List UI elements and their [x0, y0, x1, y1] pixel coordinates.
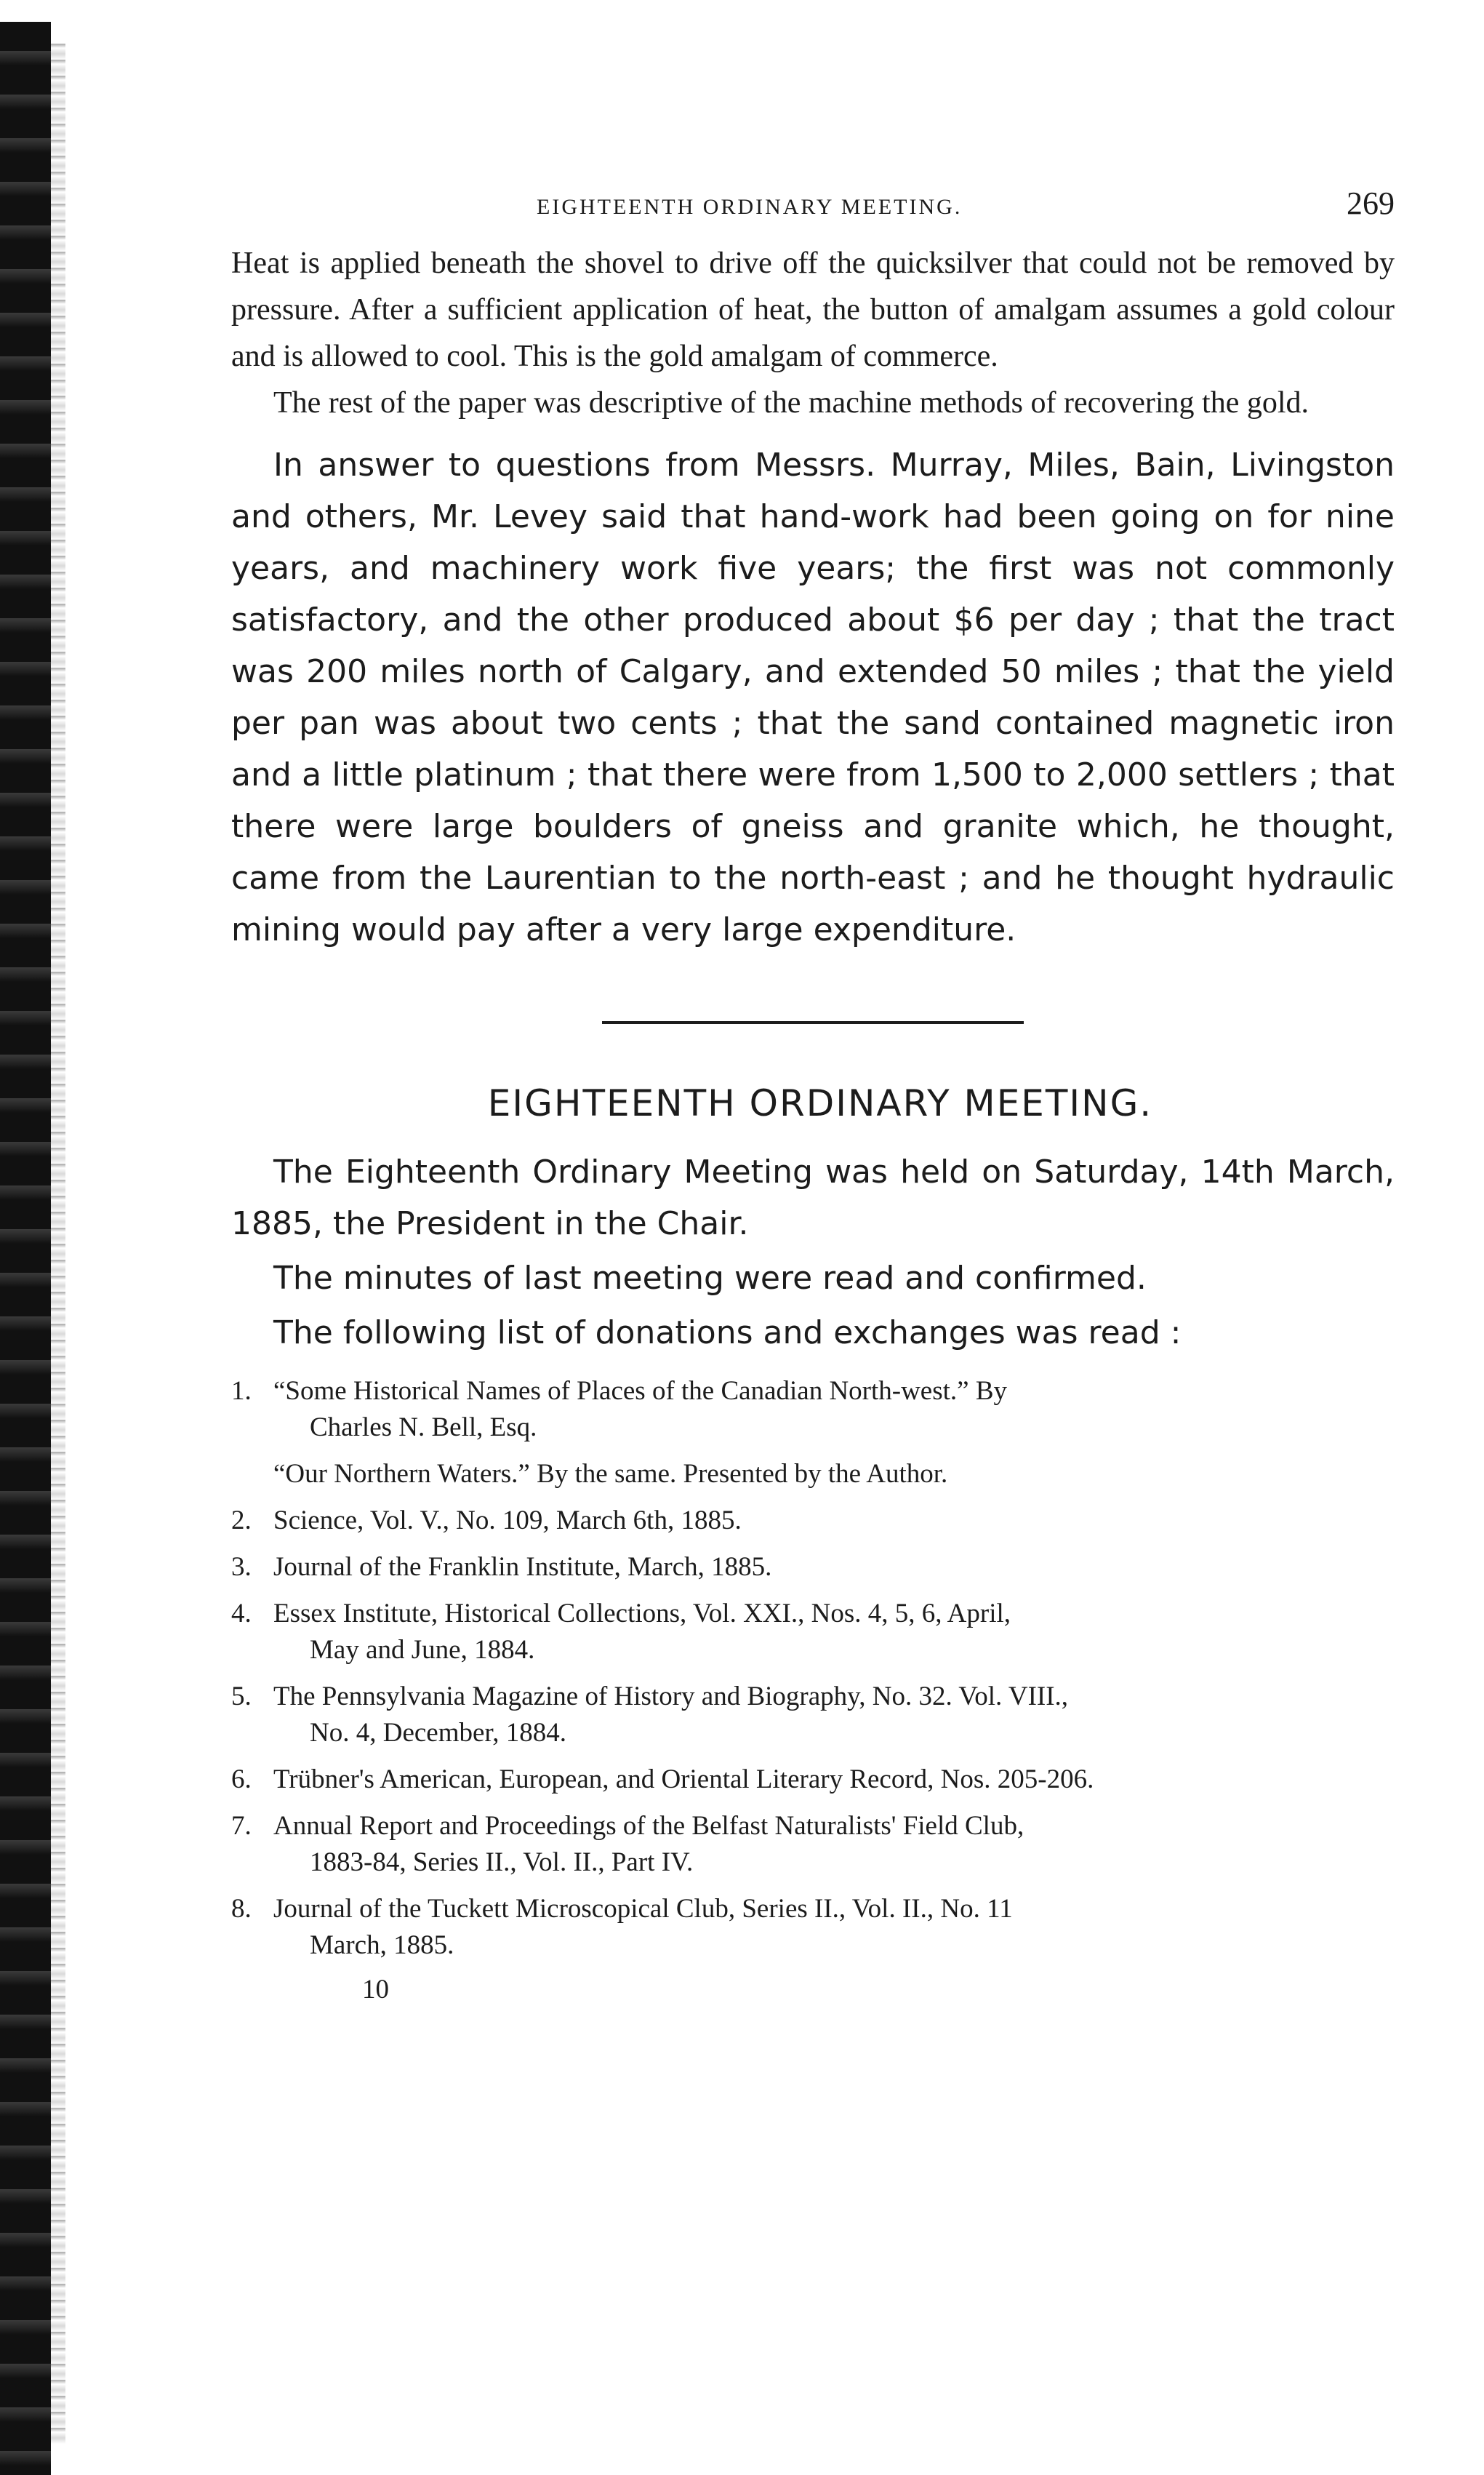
item-number: 1. [231, 1376, 252, 1406]
paragraph-heat: Heat is applied beneath the shovel to drive off the quicksilver that could not be removed by pressure. After a sufficient application of heat, the button of amalgam assumes a gold colour and is allowed to cool. This is the gold amalgam of commerce. [231, 247, 1395, 373]
donations-intro: The following list of donations and exchanges was read : [273, 1314, 1182, 1351]
item-continuation: March, 1885. [310, 1930, 454, 1960]
section-divider [602, 1021, 1024, 1024]
minutes-statement: The minutes of last meeting were read and confirmed. [273, 1260, 1147, 1297]
list-item [231, 1808, 1395, 1881]
item-text: Trübner's American, European, and Oriental Literary Record, Nos. 205-206. [273, 1764, 1094, 1794]
book-spine-shadow [0, 22, 51, 2475]
list-item [231, 1549, 1395, 1586]
list-item [231, 1373, 1395, 1446]
item-continuation: 1883-84, Series II., Vol. II., Part IV. [310, 1847, 694, 1877]
item-text: “Our Northern Waters.” By the same. Presented by the Author. [273, 1459, 948, 1489]
item-text: Journal of the Tuckett Microscopical Club, Series II., Vol. II., No. 11 [273, 1894, 1013, 1924]
book-page [231, 182, 1395, 2005]
section-title: EIGHTEENTH ORDINARY MEETING. [487, 1082, 1153, 1124]
list-item [231, 1891, 1395, 1964]
item-number: 4. [231, 1599, 252, 1628]
item-continuation: May and June, 1884. [310, 1635, 535, 1665]
item-number: 7. [231, 1811, 252, 1841]
paragraph-discussion: In answer to questions from Messrs. Murray, Miles, Bain, Livingston and others, Mr. Levey said that hand-work had been going on for nine years, and machinery work five years; the first was not commonly satisfactory, and the other produced about $6 per day ; that the tract was 200 miles north of Calgary, and extended 50 miles ; that the yield per pan was about two cents ; that the sand contained magnetic iron and a little platinum ; that there were from 1,500 to 2,000 settlers ; that there were large boulders of gneiss and granite which, he thought, came from the Laurentian to the north-east ; and he thought hydraulic mining would pay after a very large expenditure. [231, 447, 1395, 948]
signature-mark: 10 [362, 1975, 389, 2004]
paragraph-machine-methods: The rest of the paper was descriptive of the machine methods of recovering the gold. [273, 386, 1309, 420]
item-text: “Some Historical Names of Places of the Canadian North-west.” By [273, 1376, 1008, 1406]
donations-list [231, 1373, 1395, 1964]
item-number: 5. [231, 1682, 252, 1711]
item-number: 6. [231, 1764, 252, 1794]
item-number: 8. [231, 1894, 252, 1924]
running-head [231, 182, 1395, 240]
item-continuation: No. 4, December, 1884. [310, 1718, 566, 1748]
list-item [231, 1503, 1395, 1539]
meeting-intro: The Eighteenth Ordinary Meeting was held on Saturday, 14th March, 1885, the President in the Chair. [231, 1153, 1395, 1242]
list-item [231, 1596, 1395, 1668]
list-item [231, 1762, 1395, 1798]
running-title: EIGHTEENTH ORDINARY MEETING. [537, 195, 963, 219]
item-text: The Pennsylvania Magazine of History and Biography, No. 32. Vol. VIII., [273, 1682, 1069, 1711]
page-number: 269 [1347, 185, 1395, 221]
item-text: Journal of the Franklin Institute, March, 1885. [273, 1552, 772, 1582]
item-text: Science, Vol. V., No. 109, March 6th, 1885. [273, 1506, 742, 1535]
item-number: 2. [231, 1506, 252, 1535]
list-item [231, 1679, 1395, 1751]
list-item [231, 1456, 1395, 1492]
item-text: Essex Institute, Historical Collections, Vol. XXI., Nos. 4, 5, 6, April, [273, 1599, 1011, 1628]
page-gutter-edge [51, 44, 65, 2444]
item-continuation: Charles N. Bell, Esq. [310, 1412, 537, 1442]
item-text: Annual Report and Proceedings of the Belfast Naturalists' Field Club, [273, 1811, 1024, 1841]
item-number: 3. [231, 1552, 252, 1582]
